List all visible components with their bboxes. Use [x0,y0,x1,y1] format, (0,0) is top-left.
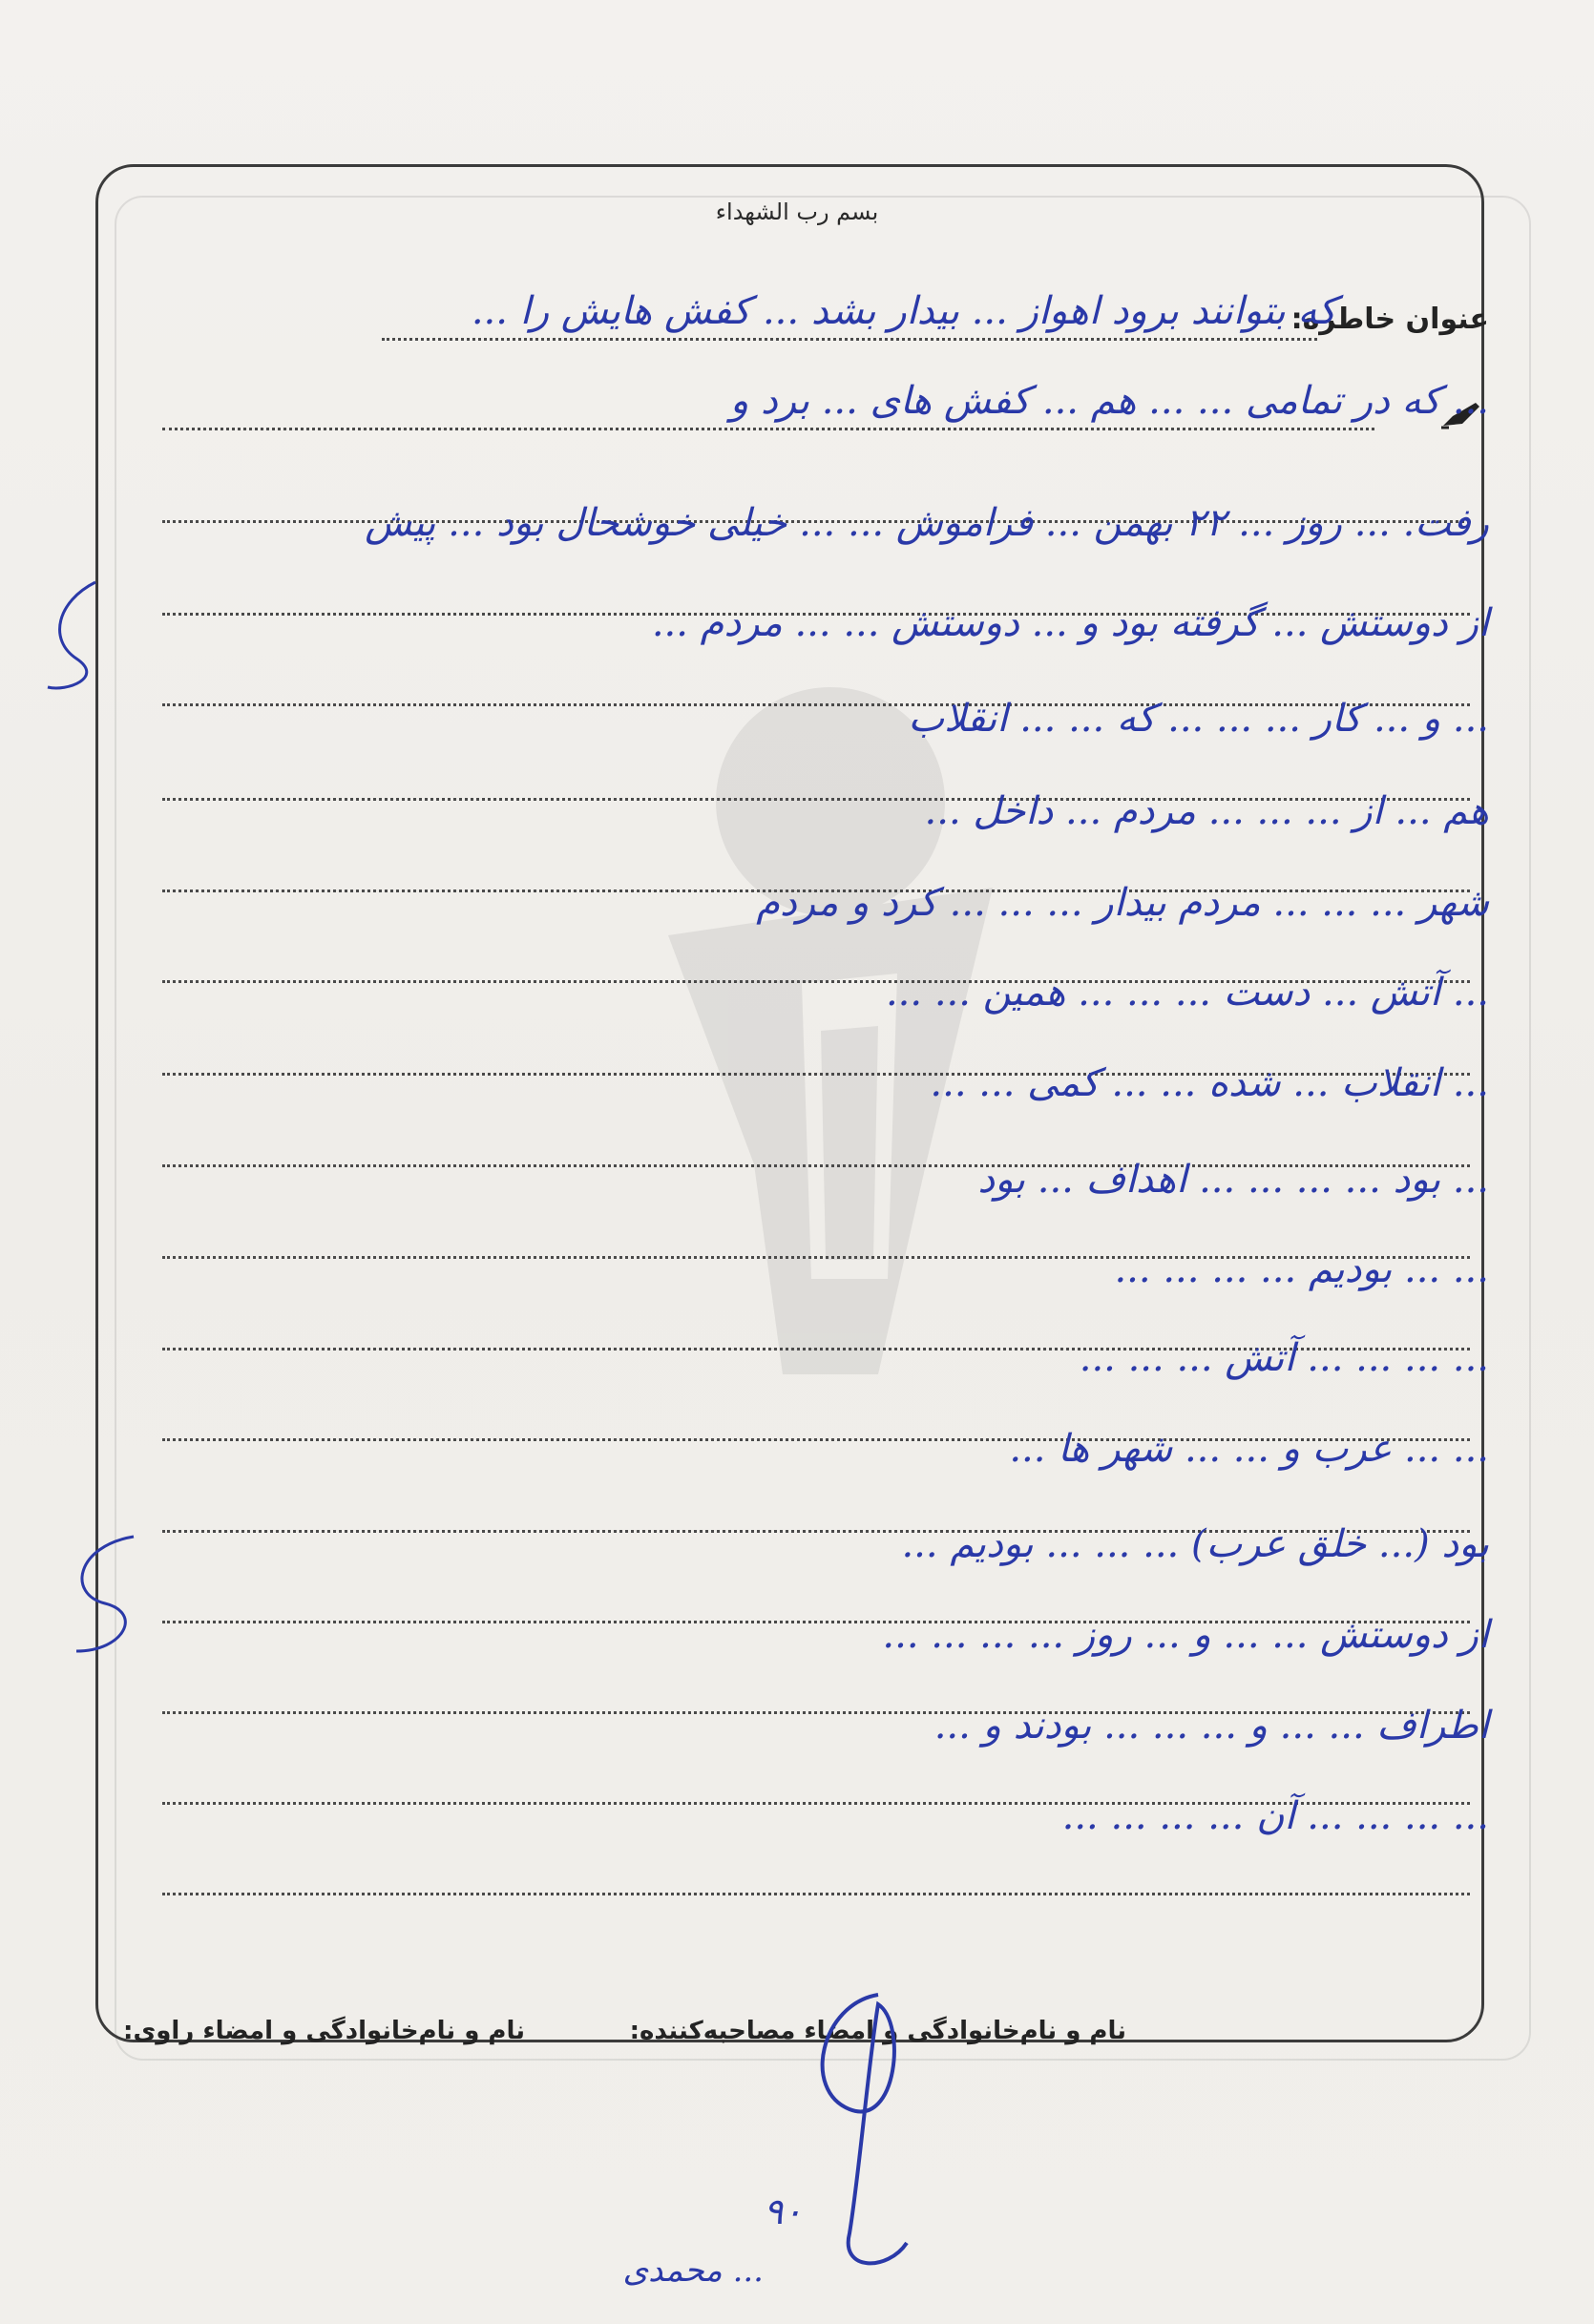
ruled-line [162,428,1374,430]
handwritten-line: رفت. ... روز ... ۲۲ بهمن ... فراموش ... ... خیلی خوشحال بود ... پیش [365,501,1489,545]
margin-scribble [57,1527,162,1661]
handwritten-line: ... که در تمامی ... ... هم ... کفش های ... برد و [729,379,1489,423]
handwritten-line: که بتوانند برود اهواز ... بیدار بشد ... کفش هایش را ... [471,289,1336,333]
handwritten-line: ... ... عرب و ... ... شهر ها ... [1009,1427,1489,1471]
handwritten-line: ... آتش ... دست ... ... ... همین ... ... [885,971,1489,1015]
handwritten-line: ... انقلاب ... شده ... ... کمی ... ... [930,1061,1489,1105]
ruled-line [382,338,1317,341]
ruled-line [162,1893,1470,1895]
handwritten-line: ... ... ... ... آتش ... ... ... [1079,1336,1489,1380]
handwritten-line: از دوستش ... ... و ... روز ... ... ... ... [882,1613,1489,1657]
handwritten-line: شهر ... ... ... مردم بیدار ... ... ... کرد و مردم [756,881,1489,925]
signature-name: ... محمدی [622,2251,764,2290]
signature-number: ۹۰ [764,2190,803,2232]
page-title: بسم رب الشهداء [715,199,879,225]
handwritten-line: ... ... ... ... آن ... ... ... ... [1061,1794,1489,1838]
margin-scribble [38,573,124,697]
interviewer-signature-label: نام و نام‌خانوادگی و امضاء مصاحبه‌کننده: [629,2017,1126,2045]
handwritten-line: از دوستش ... گرفته بود و ... دوستش ... ... مردم ... [651,601,1489,645]
memory-title-label: عنوان خاطره: [1290,303,1489,336]
narrator-signature-label: نام و نام‌خانوادگی و امضاء راوی: [123,2017,525,2045]
handwritten-line: هم ... از ... ... ... مردم ... داخل ... [924,789,1489,833]
handwritten-line: ... و ... کار ... ... ... که ... ... انقلاب [908,697,1489,741]
handwritten-line: ... ... بودیم ... ... ... ... [1114,1247,1489,1291]
handwritten-line: بود (... خلق عرب) ... ... ... بودیم ... [901,1522,1489,1566]
handwritten-line: اطراف ... ... و ... ... ... بودند و ... [933,1704,1489,1748]
handwritten-line: ... بود ... ... ... ... اهداف ... بود [977,1158,1489,1202]
